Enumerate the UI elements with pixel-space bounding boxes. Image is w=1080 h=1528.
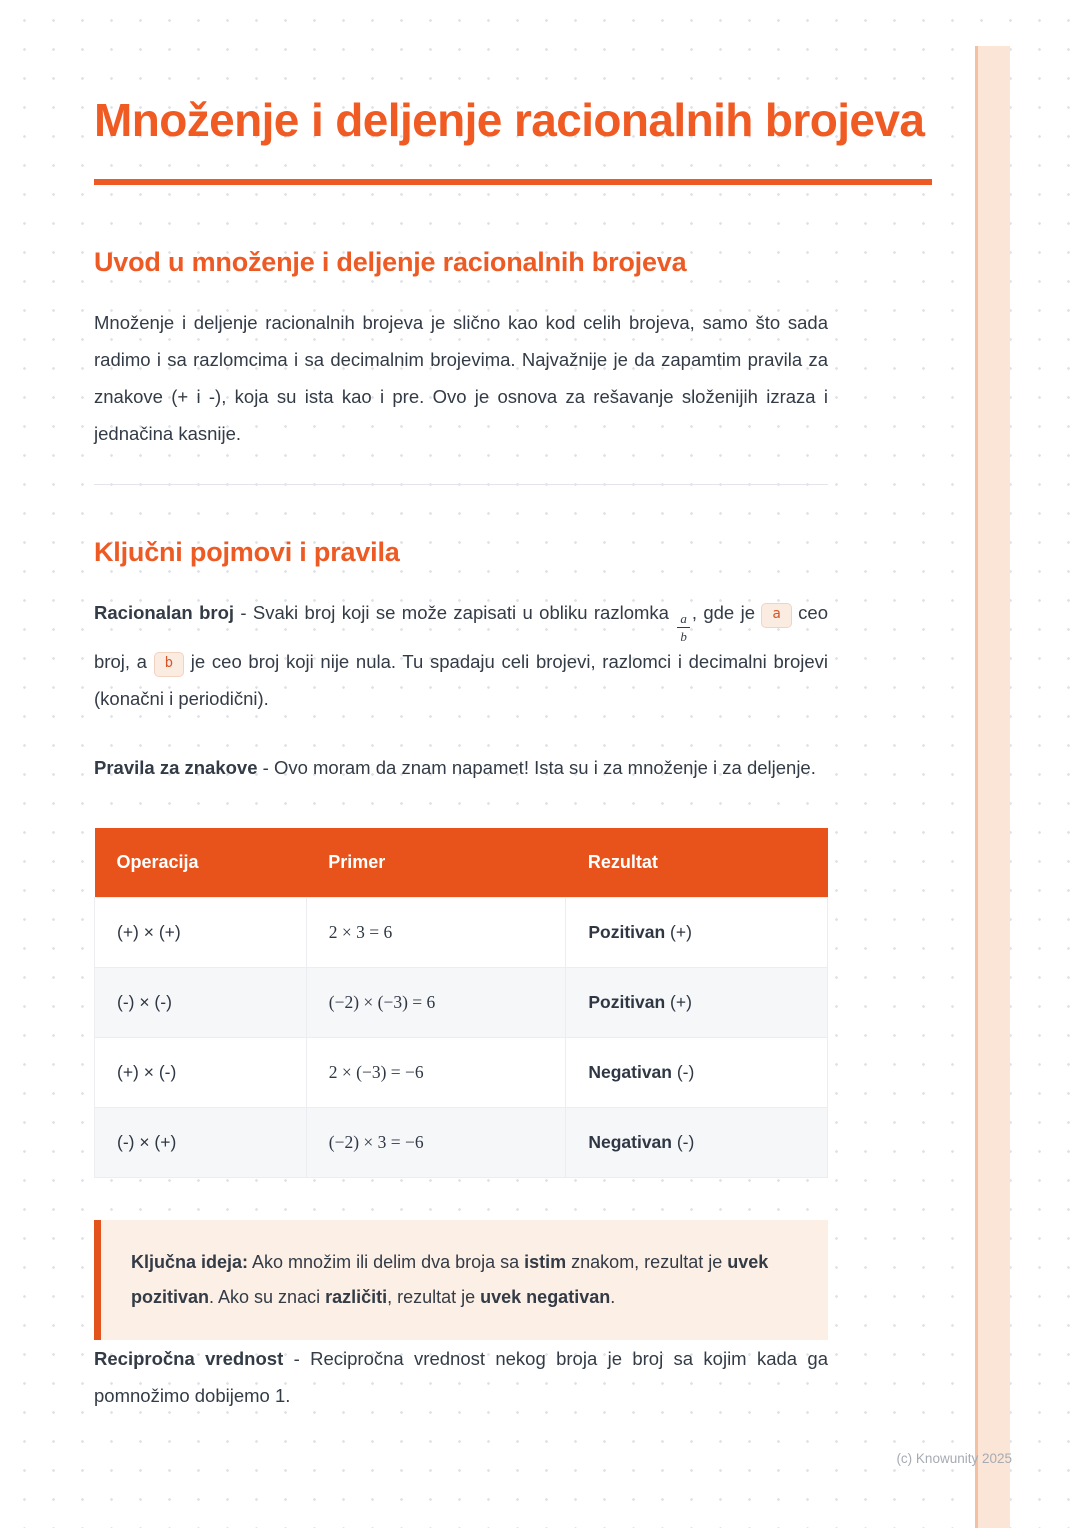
- pravila-text-1: - Ovo moram da znam napamet! Ista su i za množenje i za deljenje.: [257, 757, 816, 778]
- copyright-credit: (c) Knowunity 2025: [896, 1451, 1012, 1466]
- table-row: [95, 968, 828, 1038]
- cell-operacija: (-) × (+): [95, 1108, 307, 1178]
- code-badge-b: b: [154, 652, 184, 677]
- pravila-za-znakove-paragraph: [94, 749, 828, 786]
- callout-bold-razliciti: različiti: [325, 1287, 388, 1308]
- fraction-a-over-b: [677, 612, 690, 643]
- table-row: [95, 1038, 828, 1108]
- rezultat-word: Negativan: [588, 1132, 672, 1152]
- callout-bold-uvek-pozitivan: uvek pozitivan: [131, 1252, 769, 1308]
- callout-text-3: . Ako su znaci: [209, 1287, 326, 1308]
- cell-primer: 2 × (−3) = −6: [306, 1038, 566, 1108]
- racionalan-broj-paragraph: [94, 594, 828, 717]
- cell-operacija: (+) × (+): [95, 898, 307, 968]
- table-header-row: [95, 828, 828, 898]
- table-row: [95, 898, 828, 968]
- page-title: Množenje i deljenje racionalnih brojeva: [94, 94, 925, 146]
- rezultat-word: Pozitivan: [588, 922, 666, 942]
- intro-section-heading: Uvod u množenje i deljenje racionalnih brojeva: [94, 247, 687, 277]
- key-idea-label: Ključna ideja:: [131, 1252, 249, 1272]
- cell-rezultat: [566, 1038, 828, 1108]
- column-header-primer: Primer: [306, 828, 566, 898]
- callout-bold-uvek-negativan: uvek negativan: [480, 1287, 611, 1308]
- reciprocna-vrednost-term: Recipročna vrednost: [94, 1348, 284, 1370]
- cell-rezultat: [566, 1108, 828, 1178]
- pravila-za-znakove-term: Pravila za znakove: [94, 757, 258, 778]
- cell-primer: (−2) × 3 = −6: [306, 1108, 566, 1178]
- racionalan-text-1: - Svaki broj koji se može zapisati u obliku razlomka: [234, 602, 676, 623]
- section-divider: [94, 484, 828, 485]
- rezultat-word: Pozitivan: [588, 992, 666, 1012]
- callout-text-2: znakom, rezultat je: [566, 1252, 728, 1272]
- reciprocna-vrednost-paragraph: [94, 1340, 828, 1414]
- racionalan-text-3: ceo broj, a: [94, 602, 828, 672]
- rezultat-word: Negativan: [588, 1062, 672, 1082]
- callout-text-1: Ako množim ili delim dva broja sa: [248, 1252, 525, 1272]
- title-rule-divider: [94, 179, 932, 185]
- column-header-rezultat: Rezultat: [566, 828, 828, 898]
- column-header-operacija: Operacija: [95, 828, 307, 898]
- callout-text-5: .: [610, 1287, 616, 1308]
- cell-primer: 2 × 3 = 6: [306, 898, 566, 968]
- callout-bold-istim: istim: [524, 1252, 567, 1272]
- intro-paragraph: Množenje i deljenje racionalnih brojeva je slično kao kod celih brojeva, samo što sada radimo i sa razlomcima i sa decimalnim brojevima. Najvažnije je da zapamtim pravila za znakove (+ i -), koja su ista kao i pre. Ovo je osnova za rešavanje složenijih izraza i jednačina kasnije.: [94, 312, 828, 444]
- rezultat-sign: (+): [665, 922, 692, 942]
- table-row: [95, 1108, 828, 1178]
- cell-rezultat: [566, 968, 828, 1038]
- racionalan-text-4: je ceo broj koji nije nula. Tu spadaju celi brojevi, razlomci i decimalni brojevi (konačni i periodični).: [94, 651, 828, 709]
- fraction-denominator: b: [680, 629, 687, 644]
- cell-rezultat: [566, 898, 828, 968]
- callout-text-4: , rezultat je: [387, 1287, 481, 1308]
- cell-operacija: (-) × (-): [95, 968, 307, 1038]
- sign-rules-table: [94, 828, 828, 1178]
- reciprocna-text-1: - Recipročna vrednost nekog broja je broj sa kojim kada ga pomnožimo dobijemo 1.: [94, 1348, 828, 1407]
- key-section-heading: Ključni pojmovi i pravila: [94, 537, 400, 567]
- rezultat-sign: (+): [665, 992, 692, 1012]
- racionalan-text-2: , gde je: [691, 602, 762, 623]
- key-idea-callout: [94, 1220, 828, 1340]
- fraction-numerator: a: [677, 612, 690, 628]
- rezultat-sign: (-): [671, 1132, 695, 1152]
- code-badge-a: a: [761, 603, 791, 628]
- cell-primer: (−2) × (−3) = 6: [306, 968, 566, 1038]
- rezultat-sign: (-): [671, 1062, 695, 1082]
- racionalan-broj-term: Racionalan broj: [94, 602, 235, 623]
- cell-operacija: (+) × (-): [95, 1038, 307, 1108]
